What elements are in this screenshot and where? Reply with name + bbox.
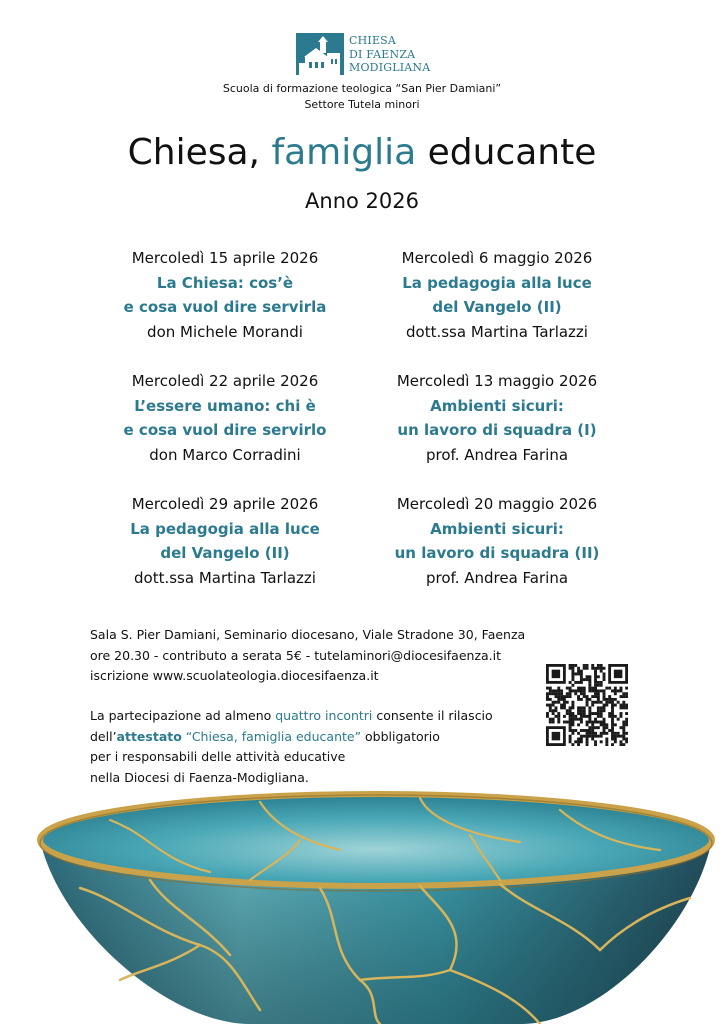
logo-text	[349, 34, 430, 75]
event-speaker: prof. Andrea Farina	[425, 445, 569, 464]
note-line-1	[90, 706, 493, 727]
note-line-2	[90, 727, 493, 748]
event-card	[75, 492, 375, 590]
note-line-4: nella Diocesi di Faenza-Modigliana.	[90, 769, 309, 785]
event-date: Mercoledì 29 aprile 2026	[131, 495, 319, 513]
event-speaker: prof. Andrea Farina	[425, 568, 569, 587]
organizer-sector: Settore Tutela minori	[304, 98, 420, 111]
title-highlight: famiglia	[271, 132, 417, 173]
event-card	[347, 369, 647, 467]
year-subtitle: Anno 2026	[305, 189, 419, 213]
kintsugi-bowl	[0, 780, 724, 1024]
event-card	[75, 369, 375, 467]
event-card	[347, 492, 647, 590]
event-title-line-1: La Chiesa: cos’è	[156, 273, 294, 292]
note-highlight: quattro incontri	[275, 708, 373, 723]
event-speaker: don Michele Morandi	[147, 322, 303, 341]
event-title-line-2: un lavoro di squadra (I)	[397, 421, 597, 439]
event-title-line-2: del Vangelo (II)	[432, 298, 562, 316]
note-text: dell’	[90, 728, 117, 744]
qr-code[interactable]	[546, 664, 628, 746]
title-part-2: educante	[427, 132, 597, 173]
event-info	[90, 625, 525, 687]
note-text: obbligatorio	[361, 728, 440, 744]
event-date: Mercoledì 13 maggio 2026	[396, 372, 598, 390]
title-part-1: Chiesa,	[127, 132, 260, 173]
logo-line-1: CHIESA	[349, 34, 397, 47]
event-speaker: don Marco Corradini	[149, 445, 301, 464]
event-location: Sala S. Pier Damiani, Seminario diocesano, Viale Stradone 30, Faenza	[90, 627, 526, 642]
diocese-logo	[296, 33, 446, 77]
page-title	[0, 128, 724, 178]
event-title-line-1: Ambienti sicuri:	[430, 519, 564, 538]
event-title-line-2: e cosa vuol dire servirlo	[123, 421, 327, 439]
event-card	[347, 246, 647, 344]
event-title-line-2: un lavoro di squadra (II)	[394, 544, 600, 562]
note-line-3: per i responsabili delle attività educative	[90, 749, 346, 764]
event-title-line-1: L’essere umano: chi è	[134, 396, 316, 415]
event-title-line-1: Ambienti sicuri:	[430, 396, 564, 415]
church-logo-icon	[296, 33, 344, 75]
event-date: Mercoledì 20 maggio 2026	[396, 495, 598, 513]
event-details: ore 20.30 - contributo a serata 5€ - tutelaminori@diocesifaenza.it	[90, 647, 502, 663]
certificate-note	[90, 706, 493, 788]
event-card	[75, 246, 375, 344]
logo-line-3: MODIGLIANA	[349, 61, 431, 74]
event-date: Mercoledì 22 aprile 2026	[131, 372, 319, 390]
event-speaker: dott.ssa Martina Tarlazzi	[406, 322, 588, 341]
note-bold-highlight: attestato	[116, 728, 182, 744]
organizer-school: Scuola di formazione teologica “San Pier Damiani”	[222, 82, 502, 95]
note-text: consente il rilascio	[372, 708, 493, 723]
event-date: Mercoledì 15 aprile 2026	[131, 249, 319, 267]
note-text: La partecipazione ad almeno	[90, 708, 276, 723]
event-speaker: dott.ssa Martina Tarlazzi	[134, 568, 316, 587]
logo-line-2: DI FAENZA	[349, 47, 416, 61]
note-highlight: “Chiesa, famiglia educante”	[181, 728, 362, 744]
event-title-line-1: La pedagogia alla luce	[130, 519, 320, 538]
event-title-line-1: La pedagogia alla luce	[402, 273, 592, 292]
event-title-line-2: e cosa vuol dire servirla	[123, 298, 327, 316]
event-title-line-2: del Vangelo (II)	[160, 544, 290, 562]
registration-link[interactable]: iscrizione www.scuolateologia.diocesifaenza.it	[90, 668, 379, 683]
event-date: Mercoledì 6 maggio 2026	[401, 249, 593, 267]
